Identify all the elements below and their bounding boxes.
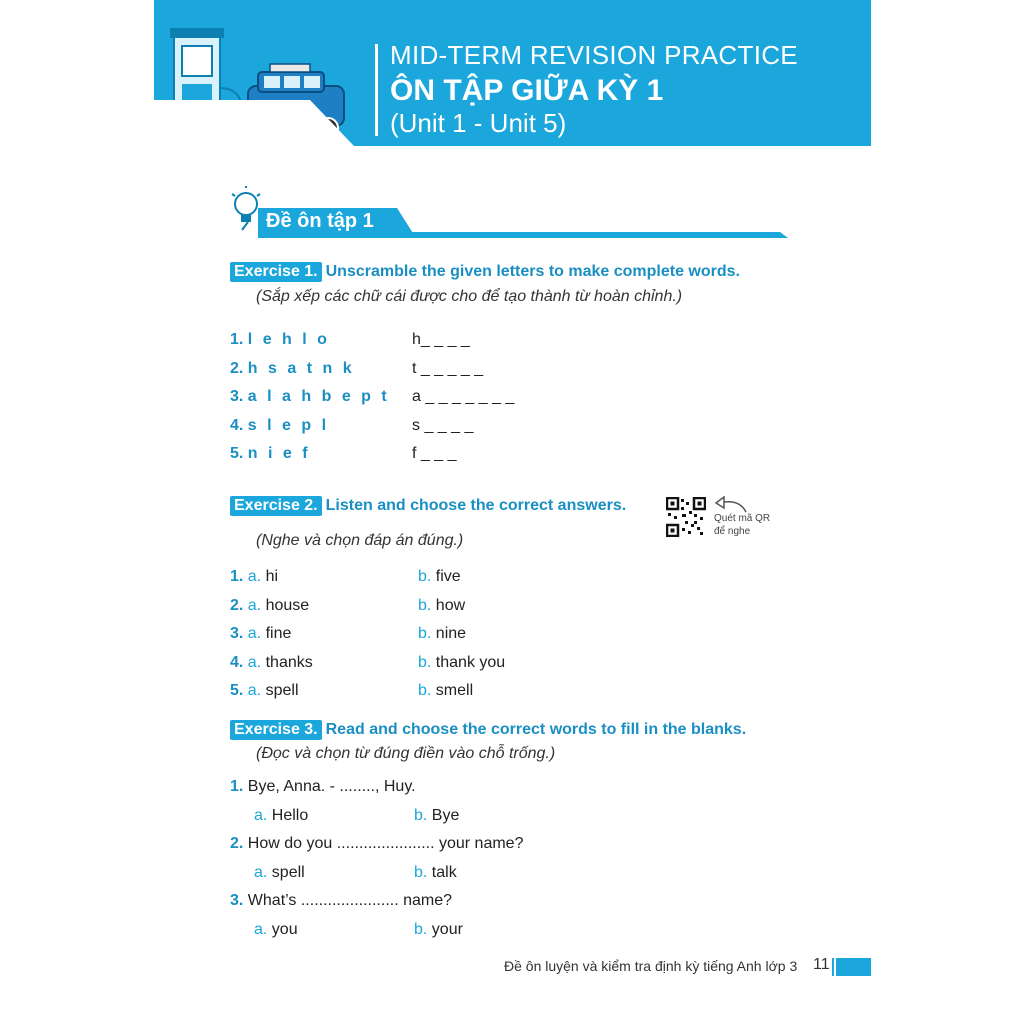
ex1-item [230, 388, 390, 406]
option-a-label: a. [254, 864, 268, 881]
option-b-label: b. [418, 625, 432, 642]
option-a-text: spell [265, 682, 299, 699]
item-number: 2. [230, 360, 244, 377]
exercise-1-heading [230, 262, 740, 282]
ex1-item [230, 360, 355, 378]
exercise-2-tag: Exercise 2. [230, 496, 322, 516]
item-number: 4. [230, 417, 244, 434]
ex2-option-b [418, 625, 466, 643]
option-a-label: a. [247, 597, 262, 614]
item-number: 3. [230, 892, 244, 909]
option-b-text: smell [435, 682, 474, 699]
ex2-option-b [418, 597, 465, 615]
item-number: 2. [230, 597, 244, 614]
ex1-answer-blank: t _ _ _ _ _ [412, 360, 484, 377]
option-a-label: a. [247, 568, 262, 585]
page-number: 11 [813, 956, 830, 973]
scrambled-letters: a l a h b e p t [247, 388, 390, 405]
qr-note-line-1: Quét mã QR [714, 513, 771, 524]
scrambled-letters: h s a t n k [247, 360, 355, 377]
scrambled-letters: l e h l o [247, 331, 330, 348]
banner-units: (Unit 1 - Unit 5) [390, 108, 567, 138]
qr-code-icon[interactable] [666, 497, 706, 537]
option-a-text: spell [271, 864, 305, 881]
exercise-3-subtitle: (Đọc và chọn từ đúng điền vào chỗ trống.) [256, 745, 556, 762]
ex1-item [230, 331, 330, 349]
page-number-separator [832, 958, 834, 976]
ex3-question [230, 892, 452, 910]
item-number: 1. [230, 568, 244, 585]
ex2-item [230, 597, 309, 615]
ex1-answer-blank: h_ _ _ _ [412, 331, 470, 348]
ex3-option-b [414, 921, 463, 939]
item-number: 3. [230, 388, 244, 405]
question-text: How do you ...................... your name? [247, 835, 524, 852]
ex3-question [230, 778, 416, 796]
scrambled-letters: s l e p l [247, 417, 330, 434]
item-number: 5. [230, 682, 244, 699]
exercise-1-tag: Exercise 1. [230, 262, 322, 282]
option-a-text: hi [265, 568, 279, 585]
ex1-answer-blank: s _ _ _ _ [412, 417, 474, 434]
ex3-option-a [254, 921, 298, 939]
qr-note-line-2: để nghe [714, 526, 751, 537]
exercise-3-heading [230, 720, 746, 740]
item-number: 2. [230, 835, 244, 852]
exercise-2-title: Listen and choose the correct answers. [325, 497, 627, 514]
workbook-page [154, 0, 871, 1024]
question-text: Bye, Anna. - ........, Huy. [247, 778, 416, 795]
option-b-text: five [435, 568, 461, 585]
ex2-option-b [418, 568, 461, 586]
footer-book-title: Đề ôn luyện và kiểm tra định kỳ tiếng Anh lớp 3 [504, 958, 798, 974]
banner-title-en: MID-TERM REVISION PRACTICE [390, 40, 798, 70]
ex2-item [230, 568, 278, 586]
option-a-label: a. [254, 807, 268, 824]
option-b-label: b. [418, 682, 432, 699]
ex3-question [230, 835, 523, 853]
option-a-text: fine [265, 625, 292, 642]
ex3-option-a [254, 864, 305, 882]
item-number: 1. [230, 331, 244, 348]
option-b-label: b. [414, 864, 428, 881]
option-a-label: a. [247, 654, 262, 671]
banner-divider [375, 44, 378, 136]
option-a-text: house [265, 597, 310, 614]
exercise-1-subtitle: (Sắp xếp các chữ cái được cho để tạo thành từ hoàn chỉnh.) [256, 288, 683, 305]
exercise-2-subtitle: (Nghe và chọn đáp án đúng.) [256, 532, 464, 549]
ex3-option-a [254, 807, 308, 825]
option-b-text: nine [435, 625, 467, 642]
ex1-answer-blank: a _ _ _ _ _ _ _ [412, 388, 515, 405]
scrambled-letters: n i e f [247, 445, 311, 462]
item-number: 5. [230, 445, 244, 462]
ex1-item [230, 417, 329, 435]
option-a-label: a. [247, 682, 262, 699]
ex2-item [230, 625, 291, 643]
option-b-label: b. [418, 654, 432, 671]
option-b-label: b. [414, 921, 428, 938]
option-a-text: you [271, 921, 298, 938]
qr-note [714, 512, 770, 538]
option-b-label: b. [414, 807, 428, 824]
option-a-text: Hello [271, 807, 309, 824]
ex3-option-b [414, 807, 459, 825]
ex3-option-b [414, 864, 457, 882]
ex2-item [230, 682, 299, 700]
option-b-text: thank you [435, 654, 506, 671]
section-heading [230, 186, 790, 242]
ex2-item [230, 654, 313, 672]
ex1-answer-blank: f _ _ _ [412, 445, 457, 462]
item-number: 3. [230, 625, 244, 642]
option-b-label: b. [418, 568, 432, 585]
banner-title-vi: ÔN TẬP GIỮA KỲ 1 [390, 74, 664, 107]
exercise-2-heading [230, 496, 626, 516]
header-banner [154, 0, 871, 146]
ex1-item [230, 445, 311, 463]
exercise-3-title: Read and choose the correct words to fill in the blanks. [325, 721, 747, 738]
section-label: Đề ôn tập 1 [266, 210, 374, 232]
option-a-label: a. [254, 921, 268, 938]
exercise-3-tag: Exercise 3. [230, 720, 322, 740]
item-number: 1. [230, 778, 244, 795]
ex2-option-b [418, 682, 473, 700]
option-b-label: b. [418, 597, 432, 614]
question-text: What’s ...................... name? [247, 892, 453, 909]
option-b-text: how [435, 597, 466, 614]
option-a-text: thanks [265, 654, 313, 671]
item-number: 4. [230, 654, 244, 671]
ex2-option-b [418, 654, 505, 672]
option-a-label: a. [247, 625, 262, 642]
option-b-text: Bye [431, 807, 460, 824]
option-b-text: your [431, 921, 463, 938]
page-number-bar [836, 958, 871, 976]
exercise-1-title: Unscramble the given letters to make complete words. [325, 263, 740, 280]
option-b-text: talk [431, 864, 457, 881]
